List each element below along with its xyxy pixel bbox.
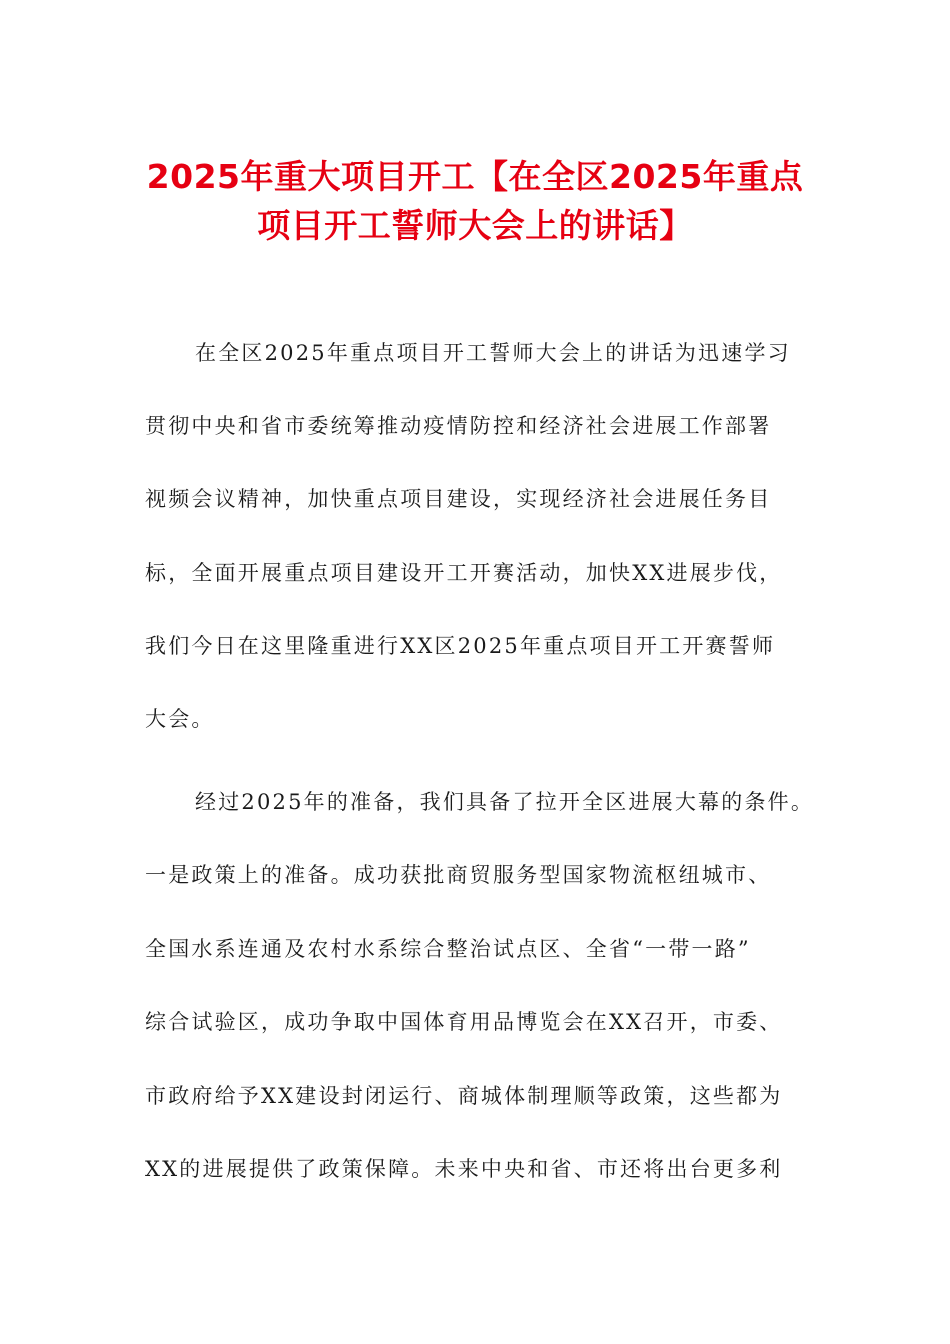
paragraph-2-line-5: 市政府给予XX建设封闭运行、商城体制理顺等政策，这些都为 xyxy=(145,1084,783,1108)
paragraph-2-line-6: XX的进展提供了政策保障。未来中央和省、市还将出台更多利 xyxy=(145,1157,783,1181)
paragraph-2-line-3: 全国水系连通及农村水系综合整治试点区、全省“一带一路” xyxy=(145,937,751,961)
paragraph-2-line-2: 一是政策上的准备。成功获批商贸服务型国家物流枢纽城市、 xyxy=(145,863,772,887)
paragraph-1-line-4: 标，全面开展重点项目建设开工开赛活动，加快XX进展步伐， xyxy=(145,561,783,585)
paragraph-2-line-1: 经过2025年的准备，我们具备了拉开全区进展大幕的条件。 xyxy=(195,790,815,814)
paragraph-1-line-3: 视频会议精神，加快重点项目建设，实现经济社会进展任务目 xyxy=(145,487,772,511)
paragraph-1-line-6: 大会。 xyxy=(145,707,215,731)
document-title-line-2: 项目开工誓师大会上的讲话】 xyxy=(257,206,693,245)
paragraph-1-line-1: 在全区2025年重点项目开工誓师大会上的讲话为迅速学习 xyxy=(195,341,791,365)
document-title-line-1: 2025年重大项目开工【在全区2025年重点 xyxy=(146,157,804,196)
paragraph-1-line-5: 我们今日在这里隆重进行XX区2025年重点项目开工开赛誓师 xyxy=(145,634,776,658)
paragraph-1-line-2: 贯彻中央和省市委统筹推动疫情防控和经济社会进展工作部署 xyxy=(145,414,772,438)
paragraph-2-line-4: 综合试验区，成功争取中国体育用品博览会在XX召开，市委、 xyxy=(145,1010,783,1034)
